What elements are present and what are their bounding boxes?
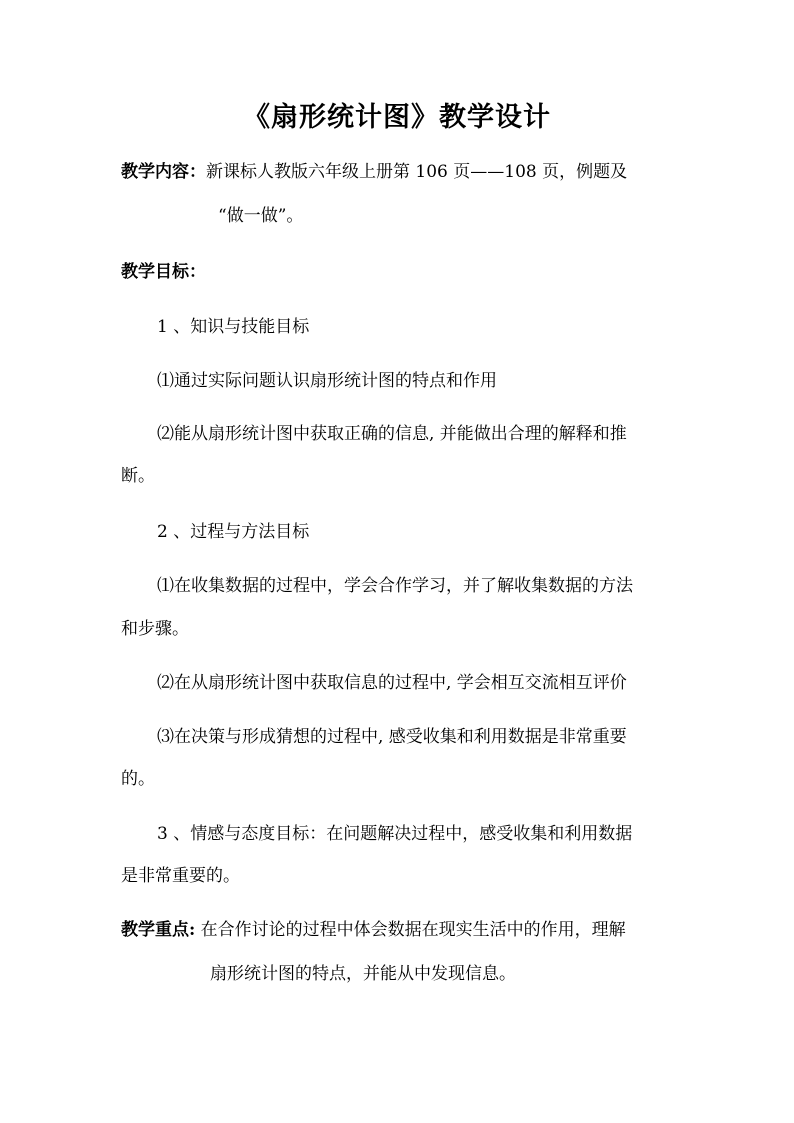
content-line-1 [121,160,627,184]
emotion-text-1: ：在问题解决过程中，感受收集和利用数据 [309,824,633,844]
process-item-3-line-2: 的。 [121,769,155,789]
process-item-1-line-1: ⑴在收集数据的过程中，学会合作学习，并了解收集数据的方法 [157,576,633,596]
process-item-2: ⑵在从扇形统计图中获取信息的过程中, 学会相互交流相互评价 [157,673,627,693]
knowledge-item-2-line-1: ⑵能从扇形统计图中获取正确的信息, 并能做出合理的解释和推 [157,424,627,444]
knowledge-item-1: ⑴通过实际问题认识扇形统计图的特点和作用 [157,371,497,391]
key-points-line-1 [121,918,626,942]
objectives-label: 教学目标： [121,262,206,282]
process-heading: 2 、过程与方法目标 [157,522,310,542]
key-points-line-2: 扇形统计图的特点，并能从中发现信息。 [210,964,516,984]
emotion-line-2: 是非常重要的。 [121,866,240,886]
emotion-heading: 3 、情感与态度目标 [157,824,310,844]
document-title: 《扇形统计图》教学设计 [243,102,551,133]
content-text-1: 新课标人教版六年级上册第 106 页——108 页，例题及 [206,162,628,182]
knowledge-heading: 1 、知识与技能目标 [157,317,310,337]
key-points-label: 教学重点: [121,920,196,940]
knowledge-item-2-line-2: 断。 [121,466,155,486]
process-item-1-line-2: 和步骤。 [121,619,189,639]
key-points-text-1: 在合作讨论的过程中体会数据在现实生活中的作用，理解 [195,920,626,940]
emotion-line-1 [157,822,632,846]
process-item-3-line-1: ⑶在决策与形成猜想的过程中, 感受收集和利用数据是非常重要 [157,727,627,747]
content-line-2: “做一做”。 [218,206,304,226]
content-label: 教学内容： [121,162,206,182]
